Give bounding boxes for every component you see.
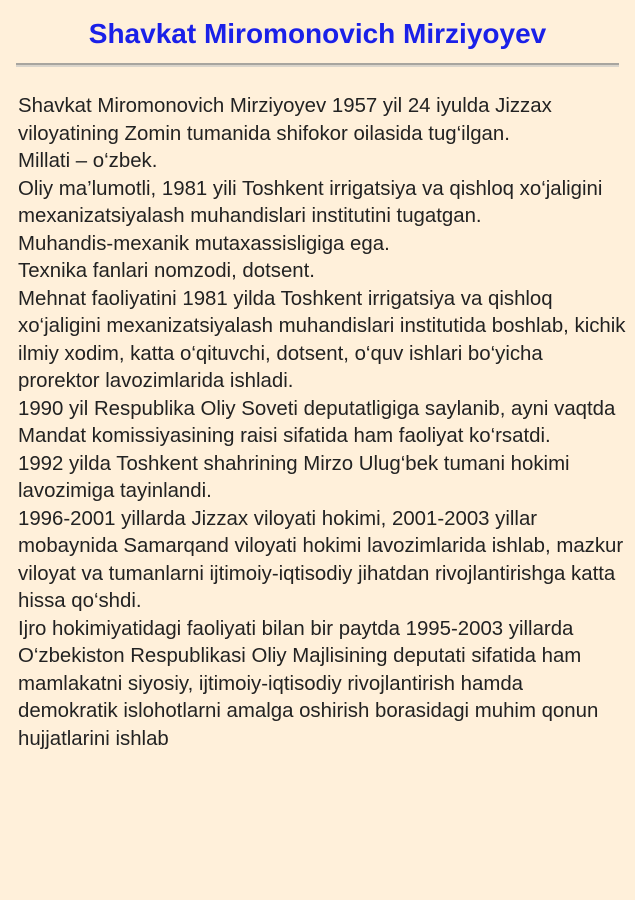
paragraph-1992: 1992 yilda Toshkent shahrining Mirzo Ulug‘bek tumani hokimi lavozimiga tayinlandi. xyxy=(18,452,570,502)
paragraph-1990: 1990 yil Respublika Oliy Soveti deputatligiga saylanib, ayni vaqtda Mandat komissiyasining raisi sifatida ham faoliyat ko‘rsatdi. xyxy=(18,397,616,447)
paragraph-specialty: Muhandis-mexanik mutaxassisligiga ega. xyxy=(18,232,390,255)
title-divider xyxy=(16,63,619,67)
paragraph-parliament: Ijro hokimiyatidagi faoliyati bilan bir paytda 1995-2003 yillarda O‘zbekiston Respublikasi Oliy Majlisining deputati sifatida ham mamlakatni siyosiy, ijtimoiy-iqtisodiy rivojlantirish hamda demokratik islohotlarni amalga oshirish borasidagi muhim qonun hujjatlarini ishlab xyxy=(18,617,599,750)
paragraph-career-start: Mehnat faoliyatini 1981 yilda Toshkent irrigatsiya va qishloq xo‘jaligini mexanizatsiyalash muhandislari institutida boshlab, kichik ilmiy xodim, katta o‘qituvchi, dotsent, o‘quv ishlari bo‘yicha prorektor lavozimlarida ishladi. xyxy=(18,287,626,392)
paragraph-birth: Shavkat Miromonovich Mirziyoyev 1957 yil 24 iyulda Jizzax viloyatining Zomin tumanida shifokor oilasida tug‘ilgan. xyxy=(18,95,552,145)
article-body[interactable] xyxy=(18,93,626,753)
paragraph-education: Oliy ma’lumotli, 1981 yili Toshkent irrigatsiya va qishloq xo‘jaligini mexanizatsiyalash muhandislari institutini tugatgan. xyxy=(18,177,603,227)
paragraph-nationality: Millati – o‘zbek. xyxy=(18,150,158,172)
paragraph-1996-2003: 1996-2001 yillarda Jizzax viloyati hokimi, 2001-2003 yillar mobaynida Samarqand viloyati hokimi lavozimlarida ishlab, mazkur viloyat va tumanlarni ijtimoiy-iqtisodiy jihatdan rivojlantirishga katta hissa qo‘shdi. xyxy=(18,507,624,612)
paragraph-degree: Texnika fanlari nomzodi, dotsent. xyxy=(18,260,315,282)
page-title: Shavkat Miromonovich Mirziyoyev xyxy=(88,18,547,49)
